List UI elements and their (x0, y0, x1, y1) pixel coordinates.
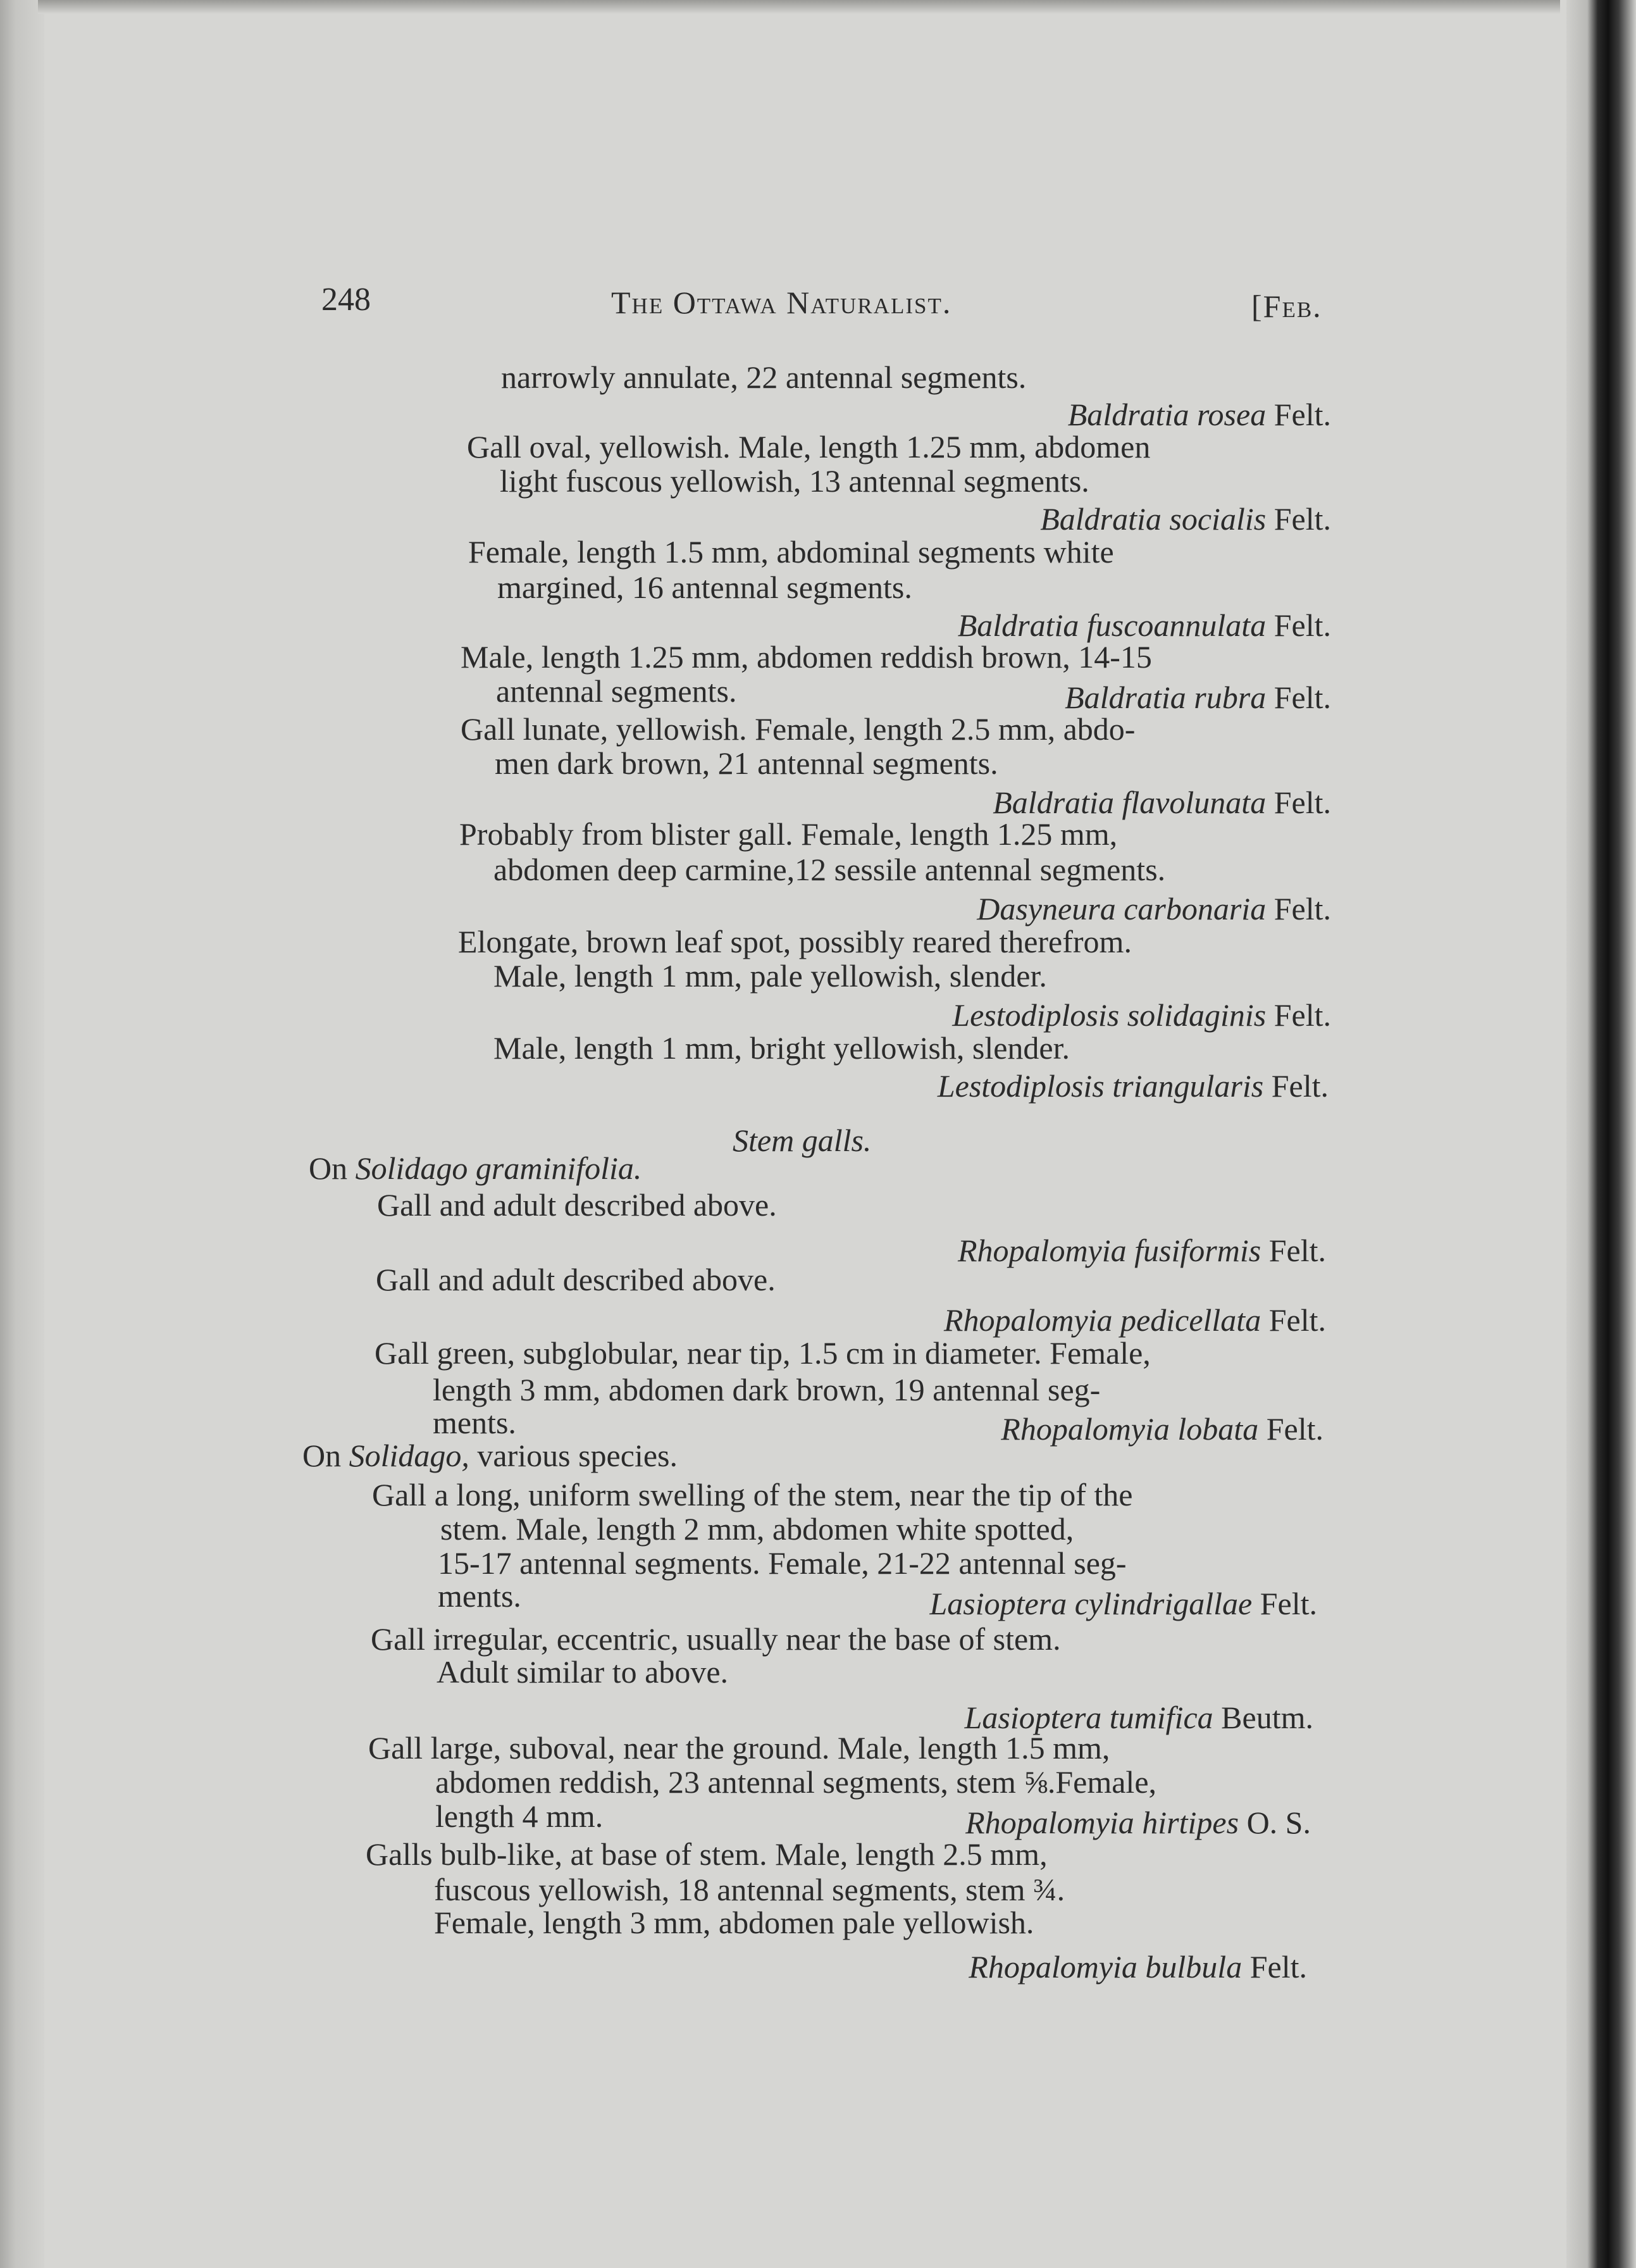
text-line: Gall lunate, yellowish. Female, length 2.5 mm, abdo- (461, 711, 1136, 747)
species-line (1001, 1412, 1323, 1445)
host-prefix: On (309, 1150, 348, 1186)
journal-title: The Ottawa Naturalist. (611, 285, 952, 320)
species-line (977, 892, 1331, 925)
species-line (993, 786, 1331, 819)
author: Felt. (1268, 1302, 1326, 1338)
text-line: abdomen reddish, 23 antennal segments, stem ⅝.Female, (435, 1764, 1157, 1800)
text-line: margined, 16 antennal segments. (497, 570, 912, 605)
text-line: light fuscous yellowish, 13 antennal segments. (500, 463, 1089, 499)
text-line: Gall a long, uniform swelling of the stem, near the tip of the (372, 1477, 1133, 1512)
species-name: Baldratia socialis (1040, 501, 1267, 537)
author: Felt. (1268, 1233, 1326, 1268)
species-line (930, 1587, 1318, 1620)
species-name: Lasioptera cylindrigallae (929, 1586, 1253, 1621)
author: Felt. (1273, 997, 1331, 1033)
species-name: Dasyneura carbonaria (977, 891, 1267, 926)
text-line: Elongate, brown leaf spot, possibly reared therefrom. (458, 924, 1132, 959)
page-edge-left (0, 0, 44, 2268)
author: Felt. (1271, 1068, 1329, 1104)
species-name: Rhopalomyia lobata (1001, 1411, 1259, 1447)
species-name: Baldratia fuscoannulata (957, 608, 1267, 643)
species-name: Lestodiplosis solidaginis (952, 997, 1267, 1033)
species-line (952, 999, 1331, 1031)
text-line: Male, length 1 mm, pale yellowish, slender. (493, 958, 1047, 994)
text-line: length 3 mm, abdomen dark brown, 19 antennal seg- (433, 1372, 1101, 1407)
host-line (309, 1152, 641, 1185)
species-name: Rhopalomyia bulbula (969, 1949, 1242, 1984)
text-line: ments. (433, 1405, 516, 1440)
species-name: Baldratia flavolunata (993, 785, 1267, 820)
species-name: Baldratia rosea (1067, 397, 1267, 432)
section-heading: Stem galls. (733, 1123, 872, 1158)
species-line (969, 1950, 1307, 1983)
species-line (944, 1304, 1326, 1336)
author: Felt. (1266, 1411, 1323, 1447)
host-name: Solidago, (349, 1438, 469, 1473)
text-line: Male, length 1.25 mm, abdomen reddish brown, 14-15 (461, 639, 1152, 675)
species-name: Rhopalomyia fusiformis (958, 1233, 1261, 1268)
host-name: Solidago graminifolia. (355, 1150, 642, 1186)
species-name: Baldratia rubra (1065, 680, 1267, 715)
author: Felt. (1273, 501, 1331, 537)
author: Beutm. (1221, 1700, 1313, 1735)
species-line (1040, 502, 1331, 535)
page-top-shadow (38, 0, 1560, 14)
text-line: Gall and adult described above. (377, 1187, 777, 1223)
text-line: Gall large, suboval, near the ground. Male, length 1.5 mm, (368, 1730, 1110, 1766)
text-line: fuscous yellowish, 18 antennal segments, stem ¾. (434, 1872, 1065, 1907)
species-line (958, 1234, 1326, 1267)
author: Felt. (1273, 891, 1331, 926)
author: Felt. (1249, 1949, 1307, 1984)
issue-month: [Feb. (1251, 289, 1322, 324)
text-line: 15-17 antennal segments. Female, 21-22 antennal seg- (438, 1545, 1127, 1581)
species-line (1068, 398, 1331, 431)
text-line: narrowly annulate, 22 antennal segments. (501, 359, 1027, 395)
host-prefix: On (302, 1438, 342, 1473)
text-line: Male, length 1 mm, bright yellowish, slender. (493, 1030, 1070, 1066)
species-name: Lasioptera tumifica (964, 1700, 1213, 1735)
host-line (302, 1439, 678, 1472)
species-line (938, 1069, 1329, 1102)
text-line: Female, length 1.5 mm, abdominal segments white (468, 534, 1114, 570)
text-line: Female, length 3 mm, abdomen pale yellowish. (434, 1905, 1034, 1940)
species-name: Lestodiplosis triangularis (937, 1068, 1264, 1104)
species-line (958, 609, 1331, 642)
text-line: Gall and adult described above. (376, 1262, 776, 1297)
author: Felt. (1273, 608, 1331, 643)
author: O. S. (1246, 1805, 1311, 1840)
page-number: 248 (321, 282, 371, 318)
book-spine-shadow (1566, 0, 1636, 2268)
text-line: Probably from blister gall. Female, length 1.25 mm, (459, 816, 1118, 852)
text-line: Gall irregular, eccentric, usually near the base of stem. (371, 1621, 1061, 1657)
text-line: abdomen deep carmine,12 sessile antennal segments. (493, 852, 1166, 887)
species-line (965, 1806, 1311, 1839)
author: Felt. (1273, 397, 1331, 432)
text-line: men dark brown, 21 antennal segments. (495, 745, 998, 781)
text-line: Adult similar to above. (437, 1654, 729, 1690)
text-line: stem. Male, length 2 mm, abdomen white spotted, (440, 1511, 1074, 1547)
text-line: Gall green, subglobular, near tip, 1.5 cm in diameter. Female, (375, 1335, 1151, 1371)
author: Felt. (1260, 1586, 1317, 1621)
text-line: ments. (438, 1578, 521, 1614)
text-line: antennal segments. (496, 673, 737, 709)
species-line (965, 1701, 1313, 1734)
species-line (1065, 681, 1331, 714)
species-name: Rhopalomyia pedicellata (943, 1302, 1261, 1338)
author: Felt. (1273, 785, 1331, 820)
host-suffix: various species. (477, 1438, 678, 1473)
author: Felt. (1273, 680, 1331, 715)
text-line: Gall oval, yellowish. Male, length 1.25 mm, abdomen (467, 429, 1151, 464)
species-name: Rhopalomyia hirtipes (965, 1805, 1239, 1840)
text-line: Galls bulb-like, at base of stem. Male, length 2.5 mm, (366, 1836, 1048, 1872)
text-line: length 4 mm. (435, 1798, 604, 1834)
